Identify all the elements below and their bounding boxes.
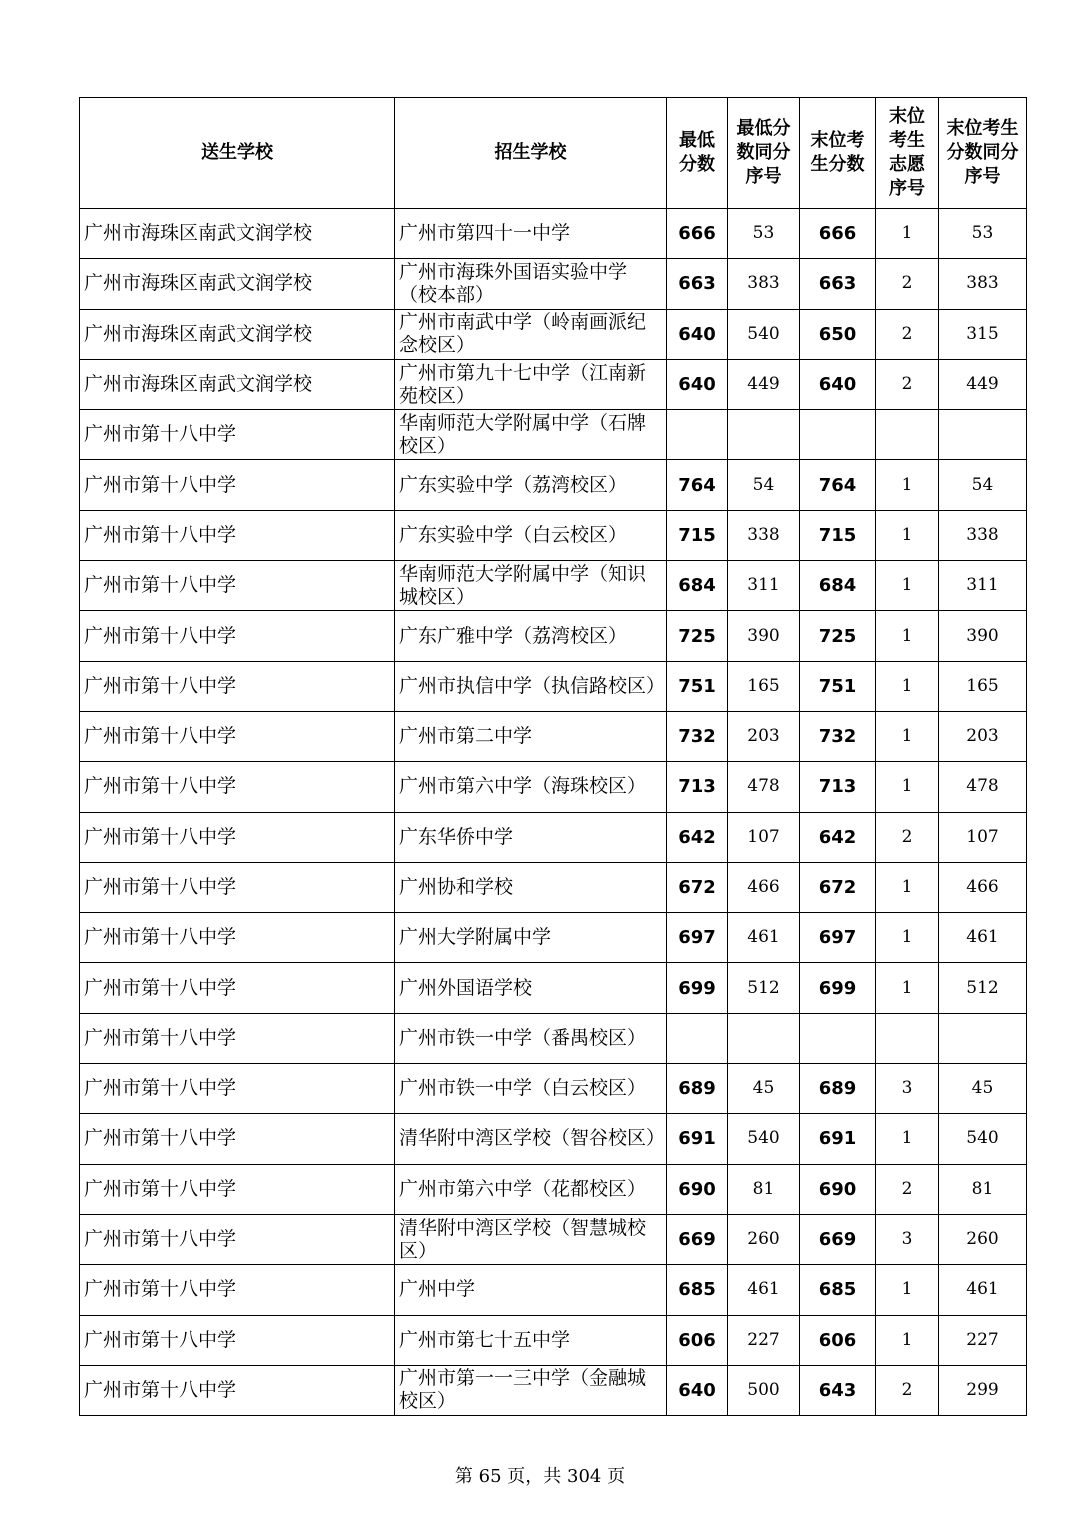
header-admitting-school: 招生学校 — [395, 98, 667, 209]
table-row — [80, 762, 1027, 812]
table-row — [80, 209, 1027, 259]
last-score-rank-cell: 461 — [939, 913, 1027, 963]
last-score-cell: 643 — [800, 1365, 876, 1415]
min-score-rank-cell: 466 — [728, 862, 800, 912]
last-score-rank-cell: 461 — [939, 1265, 1027, 1315]
sending-school-cell: 广州市第十八中学 — [80, 611, 395, 661]
min-score-rank-cell: 165 — [728, 661, 800, 711]
admitting-school-cell: 广州市第九十七中学（江南新苑校区） — [395, 359, 667, 409]
admitting-school-cell: 广东华侨中学 — [395, 812, 667, 862]
min-score-rank-cell: 81 — [728, 1164, 800, 1214]
sending-school-cell: 广州市第十八中学 — [80, 862, 395, 912]
last-score-rank-cell — [939, 1013, 1027, 1063]
min-score-rank-cell: 45 — [728, 1064, 800, 1114]
last-choice-no-cell: 1 — [876, 963, 939, 1013]
min-score-rank-cell: 478 — [728, 762, 800, 812]
last-score-cell: 650 — [800, 309, 876, 359]
table-row — [80, 410, 1027, 460]
table-row — [80, 460, 1027, 510]
sending-school-cell: 广州市第十八中学 — [80, 1114, 395, 1164]
table-row — [80, 1365, 1027, 1415]
admitting-school-cell: 广州市第四十一中学 — [395, 209, 667, 259]
min-score-rank-cell: 260 — [728, 1214, 800, 1264]
last-score-cell: 685 — [800, 1265, 876, 1315]
min-score-cell: 699 — [667, 963, 728, 1013]
last-choice-no-cell — [876, 1013, 939, 1063]
min-score-cell: 684 — [667, 561, 728, 611]
table-row — [80, 309, 1027, 359]
min-score-rank-cell: 540 — [728, 309, 800, 359]
last-choice-no-cell: 1 — [876, 711, 939, 761]
last-score-rank-cell: 107 — [939, 812, 1027, 862]
sending-school-cell: 广州市第十八中学 — [80, 460, 395, 510]
min-score-rank-cell: 107 — [728, 812, 800, 862]
last-score-cell: 691 — [800, 1114, 876, 1164]
last-score-cell: 751 — [800, 661, 876, 711]
min-score-rank-cell: 500 — [728, 1365, 800, 1415]
last-score-cell — [800, 1013, 876, 1063]
last-score-rank-cell — [939, 410, 1027, 460]
sending-school-cell: 广州市海珠区南武文润学校 — [80, 309, 395, 359]
min-score-rank-cell: 54 — [728, 460, 800, 510]
sending-school-cell: 广州市第十八中学 — [80, 1064, 395, 1114]
sending-school-cell: 广州市第十八中学 — [80, 913, 395, 963]
last-choice-no-cell — [876, 410, 939, 460]
sending-school-cell: 广州市第十八中学 — [80, 1315, 395, 1365]
admitting-school-cell: 清华附中湾区学校（智谷校区） — [395, 1114, 667, 1164]
last-choice-no-cell: 1 — [876, 510, 939, 560]
min-score-rank-cell: 383 — [728, 259, 800, 309]
sending-school-cell: 广州市第十八中学 — [80, 711, 395, 761]
last-score-rank-cell: 165 — [939, 661, 1027, 711]
last-score-cell: 699 — [800, 963, 876, 1013]
min-score-cell: 666 — [667, 209, 728, 259]
last-choice-no-cell: 2 — [876, 309, 939, 359]
admitting-school-cell: 广东实验中学（白云校区） — [395, 510, 667, 560]
table-body — [80, 209, 1027, 1416]
table-row — [80, 711, 1027, 761]
min-score-cell — [667, 1013, 728, 1063]
table-header — [80, 98, 1027, 209]
last-score-cell: 690 — [800, 1164, 876, 1214]
admitting-school-cell: 广州市南武中学（岭南画派纪念校区） — [395, 309, 667, 359]
min-score-cell: 725 — [667, 611, 728, 661]
admitting-school-cell: 清华附中湾区学校（智慧城校区） — [395, 1214, 667, 1264]
min-score-rank-cell: 540 — [728, 1114, 800, 1164]
sending-school-cell: 广州市海珠区南武文润学校 — [80, 359, 395, 409]
table-row — [80, 963, 1027, 1013]
header-min-score: 最低 分数 — [667, 98, 728, 209]
admitting-school-cell: 广州中学 — [395, 1265, 667, 1315]
header-last-score-rank: 末位考生 分数同分 序号 — [939, 98, 1027, 209]
sending-school-cell: 广州市第十八中学 — [80, 510, 395, 560]
min-score-rank-cell: 390 — [728, 611, 800, 661]
last-score-rank-cell: 299 — [939, 1365, 1027, 1415]
table-row — [80, 1013, 1027, 1063]
last-choice-no-cell: 1 — [876, 762, 939, 812]
last-score-rank-cell: 81 — [939, 1164, 1027, 1214]
table-row — [80, 1114, 1027, 1164]
last-choice-no-cell: 1 — [876, 913, 939, 963]
admitting-school-cell: 广州市海珠外国语实验中学（校本部） — [395, 259, 667, 309]
min-score-cell: 669 — [667, 1214, 728, 1264]
min-score-rank-cell: 461 — [728, 1265, 800, 1315]
sending-school-cell: 广州市第十八中学 — [80, 1214, 395, 1264]
table-row — [80, 1214, 1027, 1264]
last-score-rank-cell: 540 — [939, 1114, 1027, 1164]
min-score-rank-cell — [728, 1013, 800, 1063]
min-score-rank-cell — [728, 410, 800, 460]
min-score-rank-cell: 449 — [728, 359, 800, 409]
admitting-school-cell: 广州市第七十五中学 — [395, 1315, 667, 1365]
sending-school-cell: 广州市第十八中学 — [80, 1164, 395, 1214]
last-score-rank-cell: 203 — [939, 711, 1027, 761]
last-score-cell: 715 — [800, 510, 876, 560]
table-row — [80, 1064, 1027, 1114]
sending-school-cell: 广州市海珠区南武文润学校 — [80, 209, 395, 259]
min-score-cell: 732 — [667, 711, 728, 761]
admitting-school-cell: 广州协和学校 — [395, 862, 667, 912]
last-choice-no-cell: 1 — [876, 460, 939, 510]
last-score-rank-cell: 466 — [939, 862, 1027, 912]
min-score-cell: 691 — [667, 1114, 728, 1164]
last-score-cell: 606 — [800, 1315, 876, 1365]
admitting-school-cell: 广州市第一一三中学（金融城校区） — [395, 1365, 667, 1415]
last-score-cell: 697 — [800, 913, 876, 963]
sending-school-cell: 广州市第十八中学 — [80, 661, 395, 711]
table-row — [80, 510, 1027, 560]
min-score-cell: 697 — [667, 913, 728, 963]
min-score-cell: 640 — [667, 359, 728, 409]
sending-school-cell: 广州市第十八中学 — [80, 762, 395, 812]
last-score-cell: 689 — [800, 1064, 876, 1114]
last-score-rank-cell: 54 — [939, 460, 1027, 510]
sending-school-cell: 广州市第十八中学 — [80, 410, 395, 460]
table-row — [80, 359, 1027, 409]
min-score-rank-cell: 311 — [728, 561, 800, 611]
sending-school-cell: 广州市第十八中学 — [80, 1265, 395, 1315]
sending-school-cell: 广州市第十八中学 — [80, 561, 395, 611]
last-score-rank-cell: 260 — [939, 1214, 1027, 1264]
last-score-rank-cell: 315 — [939, 309, 1027, 359]
table-row — [80, 611, 1027, 661]
admitting-school-cell: 广州市执信中学（执信路校区） — [395, 661, 667, 711]
sending-school-cell: 广州市第十八中学 — [80, 963, 395, 1013]
min-score-rank-cell: 53 — [728, 209, 800, 259]
last-score-cell: 725 — [800, 611, 876, 661]
table-row — [80, 862, 1027, 912]
last-score-cell: 713 — [800, 762, 876, 812]
last-score-rank-cell: 338 — [939, 510, 1027, 560]
table-row — [80, 259, 1027, 309]
admitting-school-cell: 广州市第二中学 — [395, 711, 667, 761]
last-score-rank-cell: 449 — [939, 359, 1027, 409]
last-score-cell: 640 — [800, 359, 876, 409]
table-row — [80, 661, 1027, 711]
last-choice-no-cell: 2 — [876, 259, 939, 309]
table-row — [80, 561, 1027, 611]
last-choice-no-cell: 1 — [876, 561, 939, 611]
last-score-rank-cell: 478 — [939, 762, 1027, 812]
last-score-rank-cell: 45 — [939, 1064, 1027, 1114]
last-score-cell: 666 — [800, 209, 876, 259]
last-choice-no-cell: 3 — [876, 1214, 939, 1264]
last-choice-no-cell: 2 — [876, 812, 939, 862]
min-score-cell: 672 — [667, 862, 728, 912]
min-score-rank-cell: 203 — [728, 711, 800, 761]
min-score-cell: 713 — [667, 762, 728, 812]
last-choice-no-cell: 1 — [876, 661, 939, 711]
last-score-rank-cell: 227 — [939, 1315, 1027, 1365]
admitting-school-cell: 广州外国语学校 — [395, 963, 667, 1013]
last-score-cell: 684 — [800, 561, 876, 611]
sending-school-cell: 广州市海珠区南武文润学校 — [80, 259, 395, 309]
min-score-rank-cell: 461 — [728, 913, 800, 963]
last-choice-no-cell: 1 — [876, 1265, 939, 1315]
last-score-cell — [800, 410, 876, 460]
min-score-cell: 606 — [667, 1315, 728, 1365]
last-choice-no-cell: 1 — [876, 209, 939, 259]
last-score-cell: 642 — [800, 812, 876, 862]
last-score-rank-cell: 383 — [939, 259, 1027, 309]
last-choice-no-cell: 1 — [876, 1315, 939, 1365]
last-score-cell: 669 — [800, 1214, 876, 1264]
admitting-school-cell: 广东广雅中学（荔湾校区） — [395, 611, 667, 661]
min-score-cell: 715 — [667, 510, 728, 560]
min-score-cell: 690 — [667, 1164, 728, 1214]
table-row — [80, 1315, 1027, 1365]
admitting-school-cell: 广州大学附属中学 — [395, 913, 667, 963]
last-score-rank-cell: 53 — [939, 209, 1027, 259]
min-score-rank-cell: 227 — [728, 1315, 800, 1365]
admitting-school-cell: 广州市铁一中学（番禺校区） — [395, 1013, 667, 1063]
last-choice-no-cell: 1 — [876, 1114, 939, 1164]
min-score-cell: 685 — [667, 1265, 728, 1315]
admitting-school-cell: 华南师范大学附属中学（知识城校区） — [395, 561, 667, 611]
last-choice-no-cell: 2 — [876, 1164, 939, 1214]
min-score-cell: 642 — [667, 812, 728, 862]
last-score-cell: 663 — [800, 259, 876, 309]
admission-table-container — [79, 97, 1026, 1416]
last-score-cell: 672 — [800, 862, 876, 912]
header-last-choice-no: 末位 考生 志愿 序号 — [876, 98, 939, 209]
min-score-cell: 764 — [667, 460, 728, 510]
admission-table — [79, 97, 1027, 1416]
admitting-school-cell: 广州市铁一中学（白云校区） — [395, 1064, 667, 1114]
admitting-school-cell: 华南师范大学附属中学（石牌校区） — [395, 410, 667, 460]
admitting-school-cell: 广州市第六中学（海珠校区） — [395, 762, 667, 812]
last-choice-no-cell: 1 — [876, 862, 939, 912]
sending-school-cell: 广州市第十八中学 — [80, 1013, 395, 1063]
header-row — [80, 98, 1027, 209]
min-score-cell — [667, 410, 728, 460]
sending-school-cell: 广州市第十八中学 — [80, 812, 395, 862]
min-score-rank-cell: 512 — [728, 963, 800, 1013]
table-row — [80, 1164, 1027, 1214]
last-choice-no-cell: 3 — [876, 1064, 939, 1114]
min-score-cell: 640 — [667, 1365, 728, 1415]
header-sending-school: 送生学校 — [80, 98, 395, 209]
last-choice-no-cell: 2 — [876, 1365, 939, 1415]
admitting-school-cell: 广州市第六中学（花都校区） — [395, 1164, 667, 1214]
min-score-cell: 689 — [667, 1064, 728, 1114]
min-score-cell: 640 — [667, 309, 728, 359]
header-last-score: 末位考 生分数 — [800, 98, 876, 209]
last-score-rank-cell: 512 — [939, 963, 1027, 1013]
min-score-rank-cell: 338 — [728, 510, 800, 560]
last-choice-no-cell: 2 — [876, 359, 939, 409]
last-score-rank-cell: 311 — [939, 561, 1027, 611]
min-score-cell: 751 — [667, 661, 728, 711]
sending-school-cell: 广州市第十八中学 — [80, 1365, 395, 1415]
table-row — [80, 812, 1027, 862]
header-min-score-rank: 最低分 数同分 序号 — [728, 98, 800, 209]
table-row — [80, 913, 1027, 963]
admitting-school-cell: 广东实验中学（荔湾校区） — [395, 460, 667, 510]
last-choice-no-cell: 1 — [876, 611, 939, 661]
last-score-rank-cell: 390 — [939, 611, 1027, 661]
page-footer: 第 65 页，共 304 页 — [454, 1466, 626, 1487]
min-score-cell: 663 — [667, 259, 728, 309]
last-score-cell: 732 — [800, 711, 876, 761]
table-row — [80, 1265, 1027, 1315]
last-score-cell: 764 — [800, 460, 876, 510]
